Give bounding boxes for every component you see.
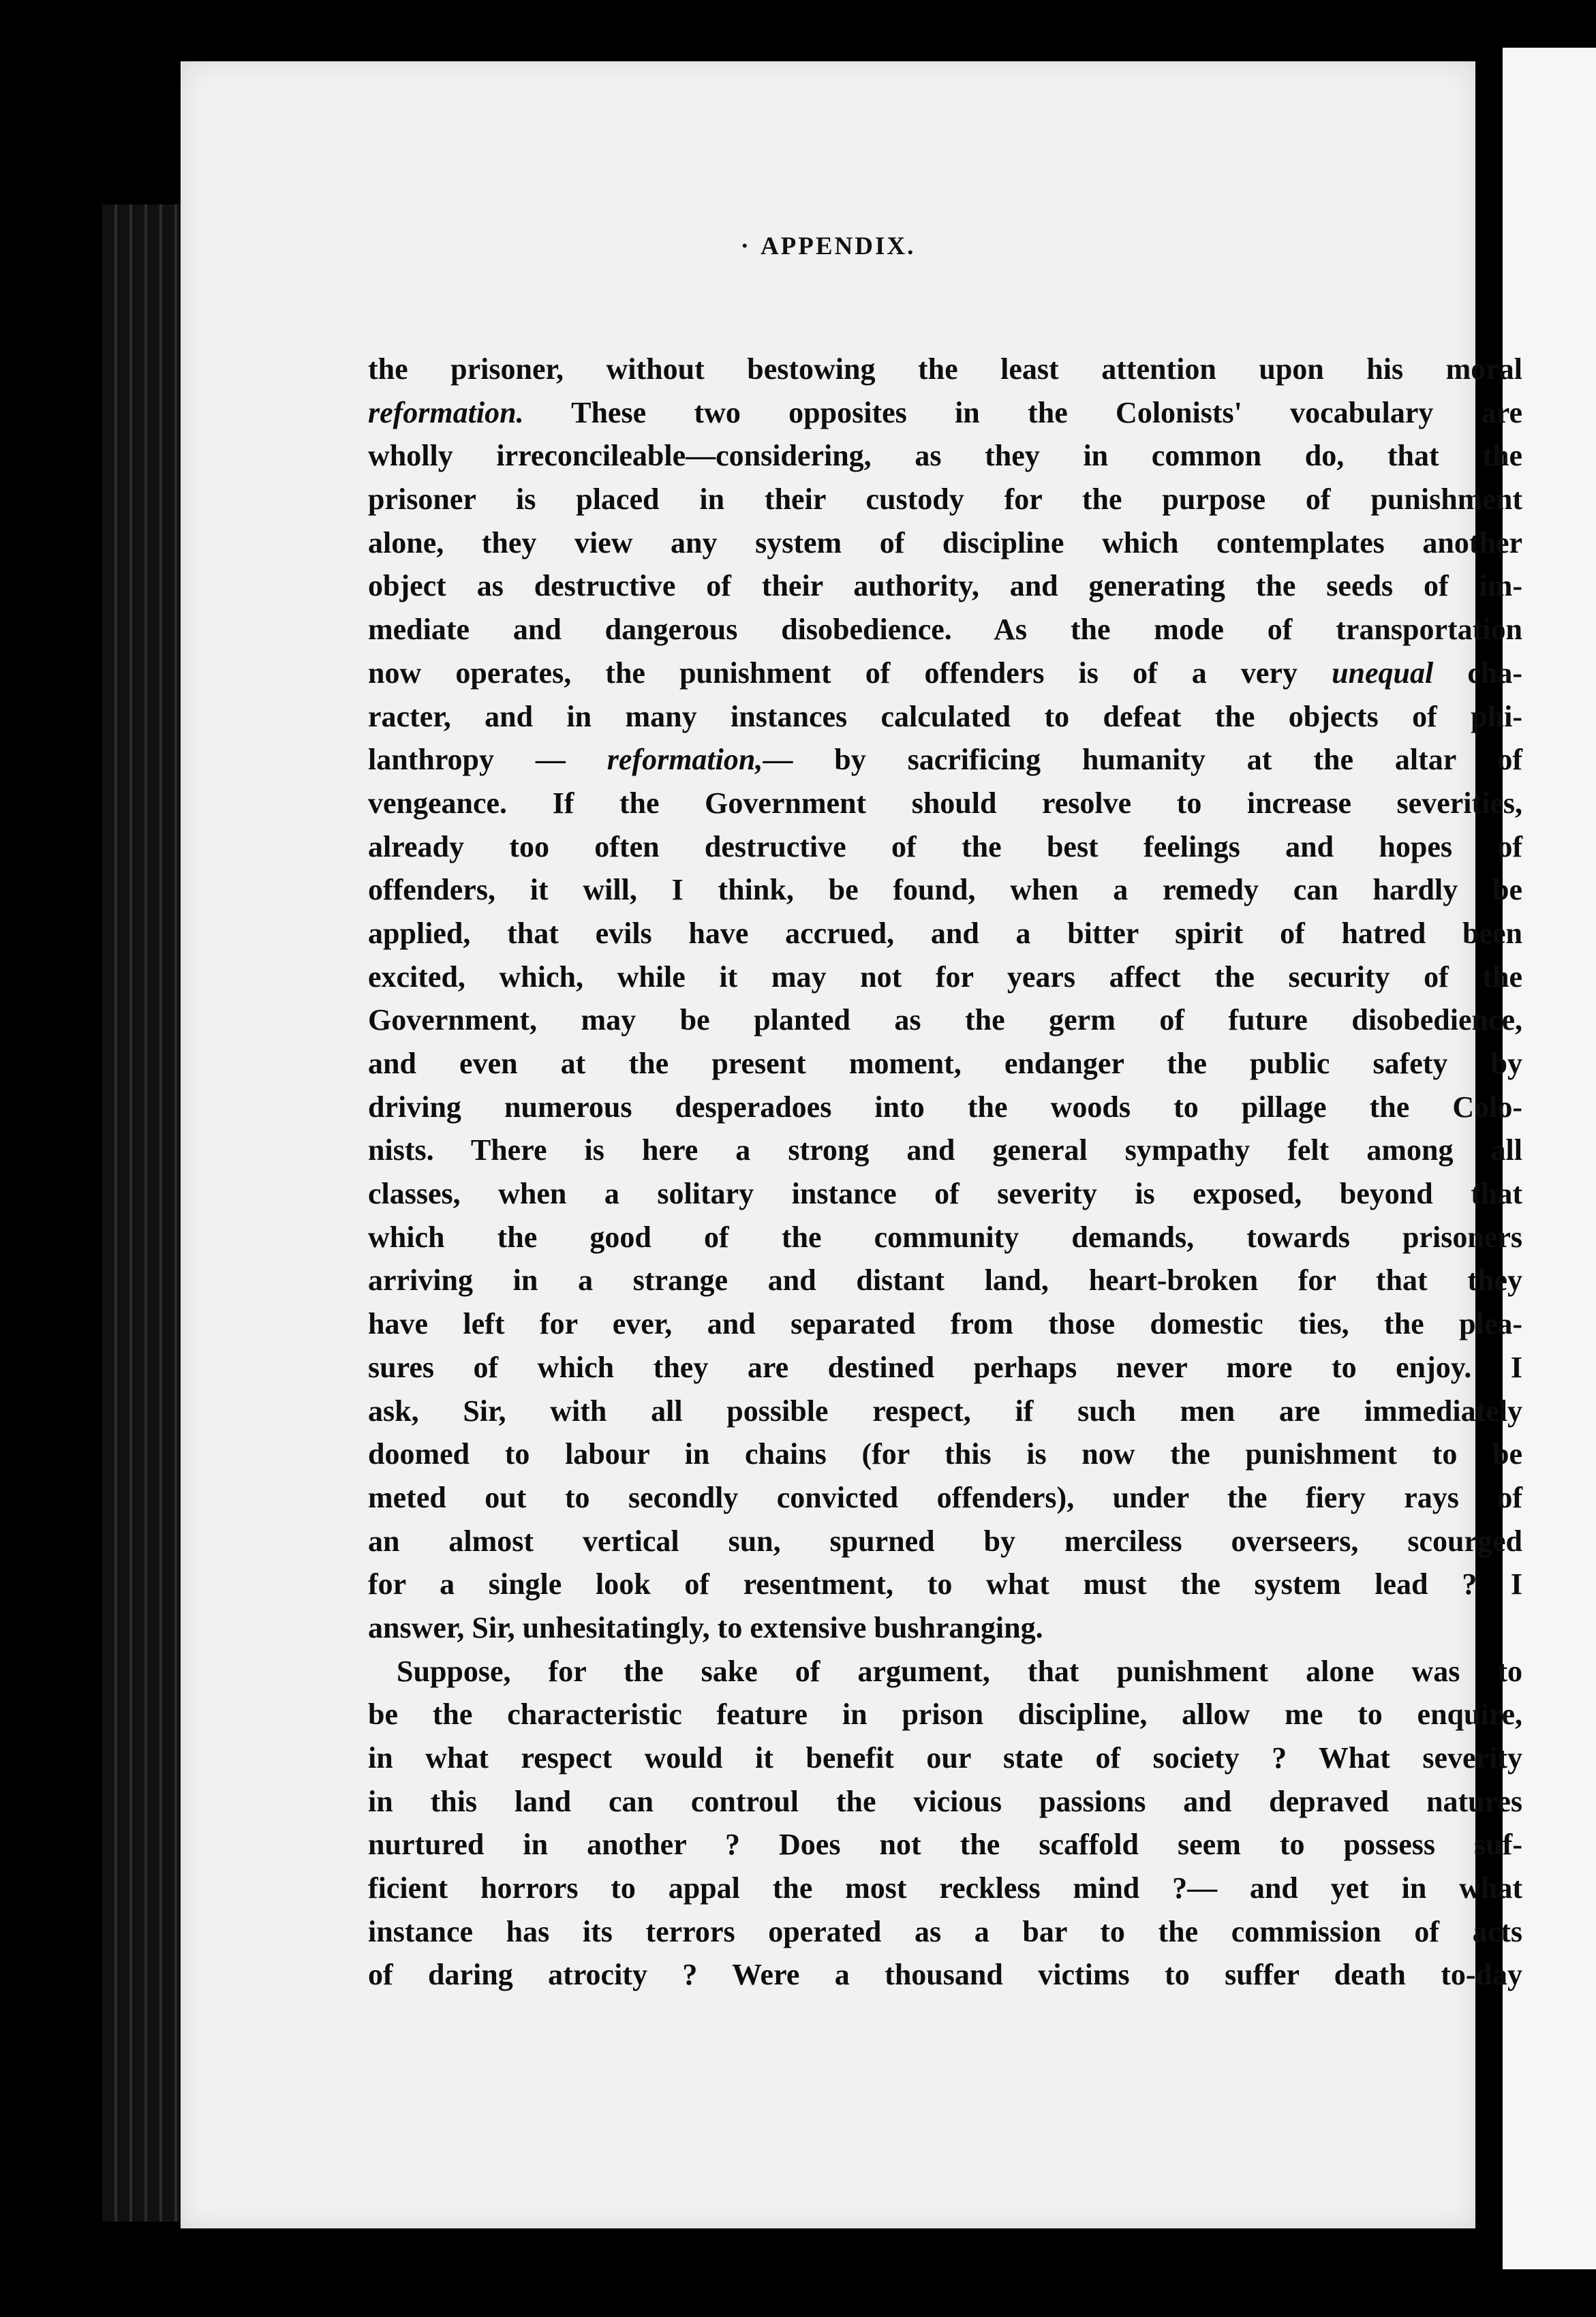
text-line: arriving in a strange and distant land, heart-broken for that they	[368, 1263, 1522, 1298]
text-line: alone, they view any system of discipline which contemplates another	[368, 525, 1522, 559]
text-line: in this land can controul the vicious passions and depraved natures	[368, 1784, 1522, 1818]
text-segment: lanthropy —	[368, 743, 607, 777]
text-line: excited, which, while it may not for years affect the security of the	[368, 960, 1522, 994]
text-line: for a single look of resentment, to what must the system lead ? I	[368, 1567, 1522, 1601]
text-segment: now operates, the punishment of offenders is of a very	[368, 656, 1332, 690]
text-line: ficient horrors to appal the most reckless mind ?— and yet in what	[368, 1871, 1522, 1905]
text-line: an almost vertical sun, spurned by merciless overseers, scourged	[368, 1524, 1522, 1558]
header-bullet: ·	[740, 232, 751, 260]
text-line: Suppose, for the sake of argument, that punishment alone was to	[397, 1654, 1522, 1688]
text-line: nurtured in another ? Does not the scaffold seem to possess suf-	[368, 1828, 1522, 1862]
text-line: object as destructive of their authority, and generating the seeds of im-	[368, 569, 1522, 603]
text-line: ask, Sir, with all possible respect, if such men are immediately	[368, 1394, 1522, 1428]
text-line: and even at the present moment, endanger the public safety by	[368, 1047, 1522, 1080]
text-line: nists. There is here a strong and general sympathy felt among all	[368, 1133, 1522, 1167]
text-line: have left for ever, and separated from those domestic ties, the plea-	[368, 1307, 1522, 1341]
text-line: prisoner is placed in their custody for the purpose of punishment	[368, 482, 1522, 517]
text-line: classes, when a solitary instance of severity is exposed, beyond that	[368, 1177, 1522, 1211]
header-title: APPENDIX.	[760, 232, 916, 260]
text-line: be the characteristic feature in prison discipline, allow me to enquire,	[368, 1698, 1522, 1732]
text-line	[368, 738, 1522, 782]
text-line: meted out to secondly convicted offenders), under the fiery rays of	[368, 1480, 1522, 1514]
text-line: of daring atrocity ? Were a thousand victims to suffer death to-day	[368, 1958, 1522, 1992]
text-segment: cha-	[1433, 656, 1522, 690]
text-line: answer, Sir, unhesitatingly, to extensive bushranging.	[368, 1610, 1043, 1644]
text-line: vengeance. If the Government should resolve to increase severities,	[368, 786, 1522, 820]
book-page	[181, 61, 1522, 2228]
text-line	[368, 651, 1522, 695]
text-line: already too often destructive of the best feelings and hopes of	[368, 829, 1522, 863]
text-line: applied, that evils have accrued, and a bitter spirit of hatred been	[368, 916, 1522, 950]
book-page-edges	[102, 204, 181, 2222]
text-line: sures of which they are destined perhaps never more to enjoy. I	[368, 1350, 1522, 1384]
italic-emphasis: unequal	[1332, 656, 1434, 690]
text-line: instance has its terrors operated as a bar to the commission of acts	[368, 1914, 1522, 1948]
text-line: the prisoner, without bestowing the least attention upon his moral	[368, 352, 1522, 386]
italic-emphasis: reformation.	[368, 395, 524, 429]
text-line: offenders, it will, I think, be found, when a remedy can hardly be	[368, 873, 1522, 907]
text-line: Government, may be planted as the germ of future disobedience,	[368, 1003, 1522, 1037]
text-segment: — by sacrificing humanity at the altar of	[763, 743, 1522, 777]
body-text	[368, 348, 1522, 1997]
text-line: driving numerous desperadoes into the woods to pillage the Colo-	[368, 1090, 1522, 1124]
italic-emphasis: reformation,	[607, 743, 763, 777]
running-header	[181, 232, 1475, 261]
text-segment: These two opposites in the Colonists' vocabulary are	[523, 395, 1522, 429]
text-line: wholly irreconcileable—considering, as they in common do, that the	[368, 439, 1522, 473]
text-line: which the good of the community demands, towards prisoners	[368, 1220, 1522, 1254]
text-line: mediate and dangerous disobedience. As the mode of transportation	[368, 613, 1522, 647]
text-line	[368, 391, 1522, 435]
text-line: racter, and in many instances calculated to defeat the objects of phi-	[368, 699, 1522, 733]
text-line: in what respect would it benefit our state of society ? What severity	[368, 1741, 1522, 1775]
text-line: doomed to labour in chains (for this is now the punishment to be	[368, 1437, 1522, 1471]
